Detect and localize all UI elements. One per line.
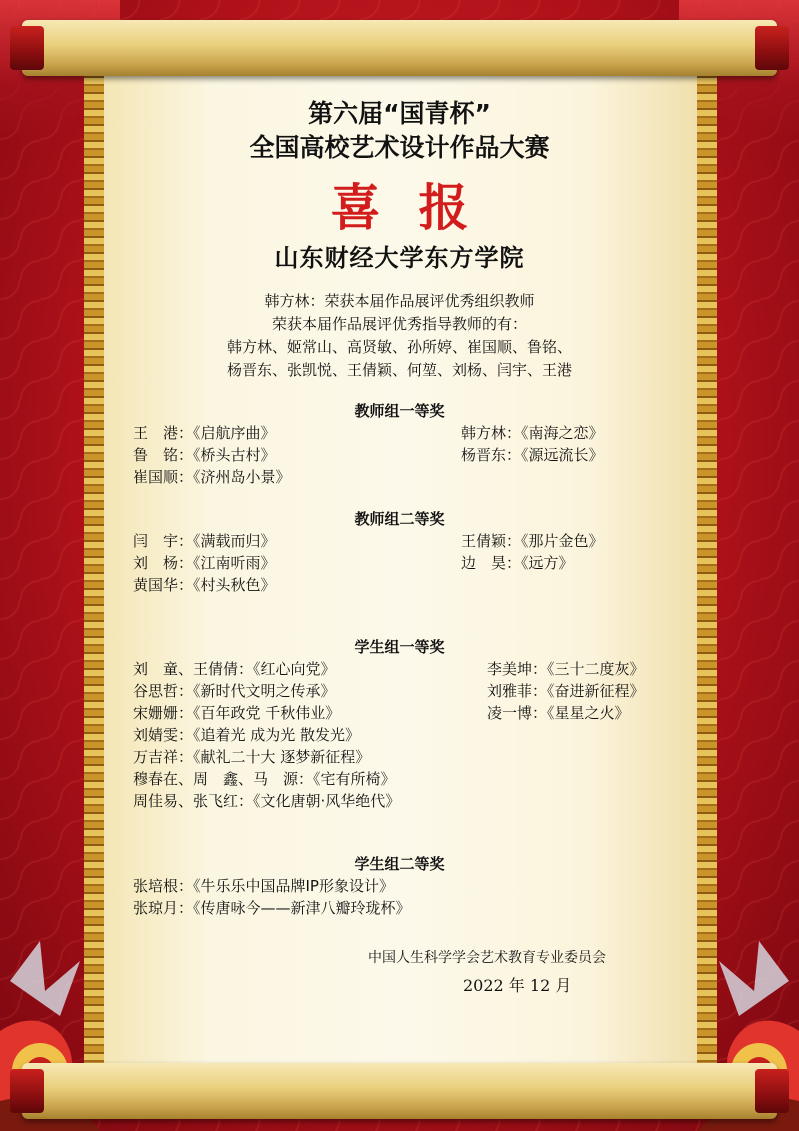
section-heading-student-first: 学生组一等奖: [354, 638, 445, 656]
school-name: 山东财经大学东方学院: [274, 244, 525, 272]
award-entry: 刘 童、王倩倩：《红心向党》: [133, 660, 336, 678]
award-entry: 刘雅菲：《奋进新征程》: [487, 682, 645, 700]
issue-date: 2022 年 12 月: [463, 976, 572, 995]
issuing-organization: 中国人生科学学会艺术教育专业委员会: [368, 950, 606, 966]
section-heading-student-second: 学生组二等奖: [354, 855, 445, 873]
headline: 喜报: [330, 179, 507, 237]
award-entry: 黄国华：《村头秋色》: [133, 576, 276, 594]
award-entry: 闫 宇：《满载而归》: [133, 532, 276, 550]
award-entry: 鲁 铭：《桥头古村》: [133, 446, 276, 464]
section-heading-teacher-first: 教师组一等奖: [354, 402, 445, 420]
award-entry: 刘婧雯：《追着光 成为光 散发光》: [133, 726, 361, 744]
award-entry: 宋姗姗：《百年政党 千秋伟业》: [133, 704, 341, 722]
award-entry: 刘 杨：《江南听雨》: [133, 554, 276, 572]
award-entry: 张琼月：《传唐咏今——新津八瓣玲珑杯》: [133, 899, 411, 917]
award-entry: 崔国顺：《济州岛小景》: [133, 468, 291, 486]
intro-line: 荣获本届作品展评优秀指导教师的有：: [271, 315, 527, 333]
intro-line: 韩方林、姬常山、高贤敏、孙所婷、崔国顺、鲁铭、: [226, 338, 572, 356]
award-entry: 张培根：《牛乐乐中国品牌IP形象设计》: [133, 877, 394, 895]
award-entry: 谷思哲：《新时代文明之传承》: [133, 682, 336, 700]
title-line-2: 全国高校艺术设计作品大赛: [249, 133, 550, 162]
award-entry: 王 港：《启航序曲》: [133, 424, 276, 442]
award-entry: 边 昊：《远方》: [461, 554, 574, 572]
section-heading-teacher-second: 教师组二等奖: [354, 510, 445, 528]
award-entry: 万吉祥：《献礼二十大 逐梦新征程》: [133, 748, 371, 766]
award-entry: 杨晋东：《源远流长》: [461, 446, 604, 464]
award-entry: 王倩颖：《那片金色》: [461, 532, 604, 550]
award-entry: 李美坤：《三十二度灰》: [487, 660, 645, 678]
title-line-1: 第六届“国青杯”: [308, 99, 491, 128]
award-entry: 韩方林：《南海之恋》: [461, 424, 604, 442]
award-entry: 穆春在、周 鑫、马 源：《宅有所椅》: [133, 770, 396, 788]
award-entry: 周佳易、张飞红：《文化唐朝·风华绝代》: [133, 792, 401, 810]
intro-line: 韩方林：荣获本届作品展评优秀组织教师: [264, 292, 535, 310]
award-entry: 凌一博：《星星之火》: [487, 704, 630, 722]
intro-line: 杨晋东、张凯悦、王倩颖、何堃、刘杨、闫宇、王港: [226, 361, 572, 379]
